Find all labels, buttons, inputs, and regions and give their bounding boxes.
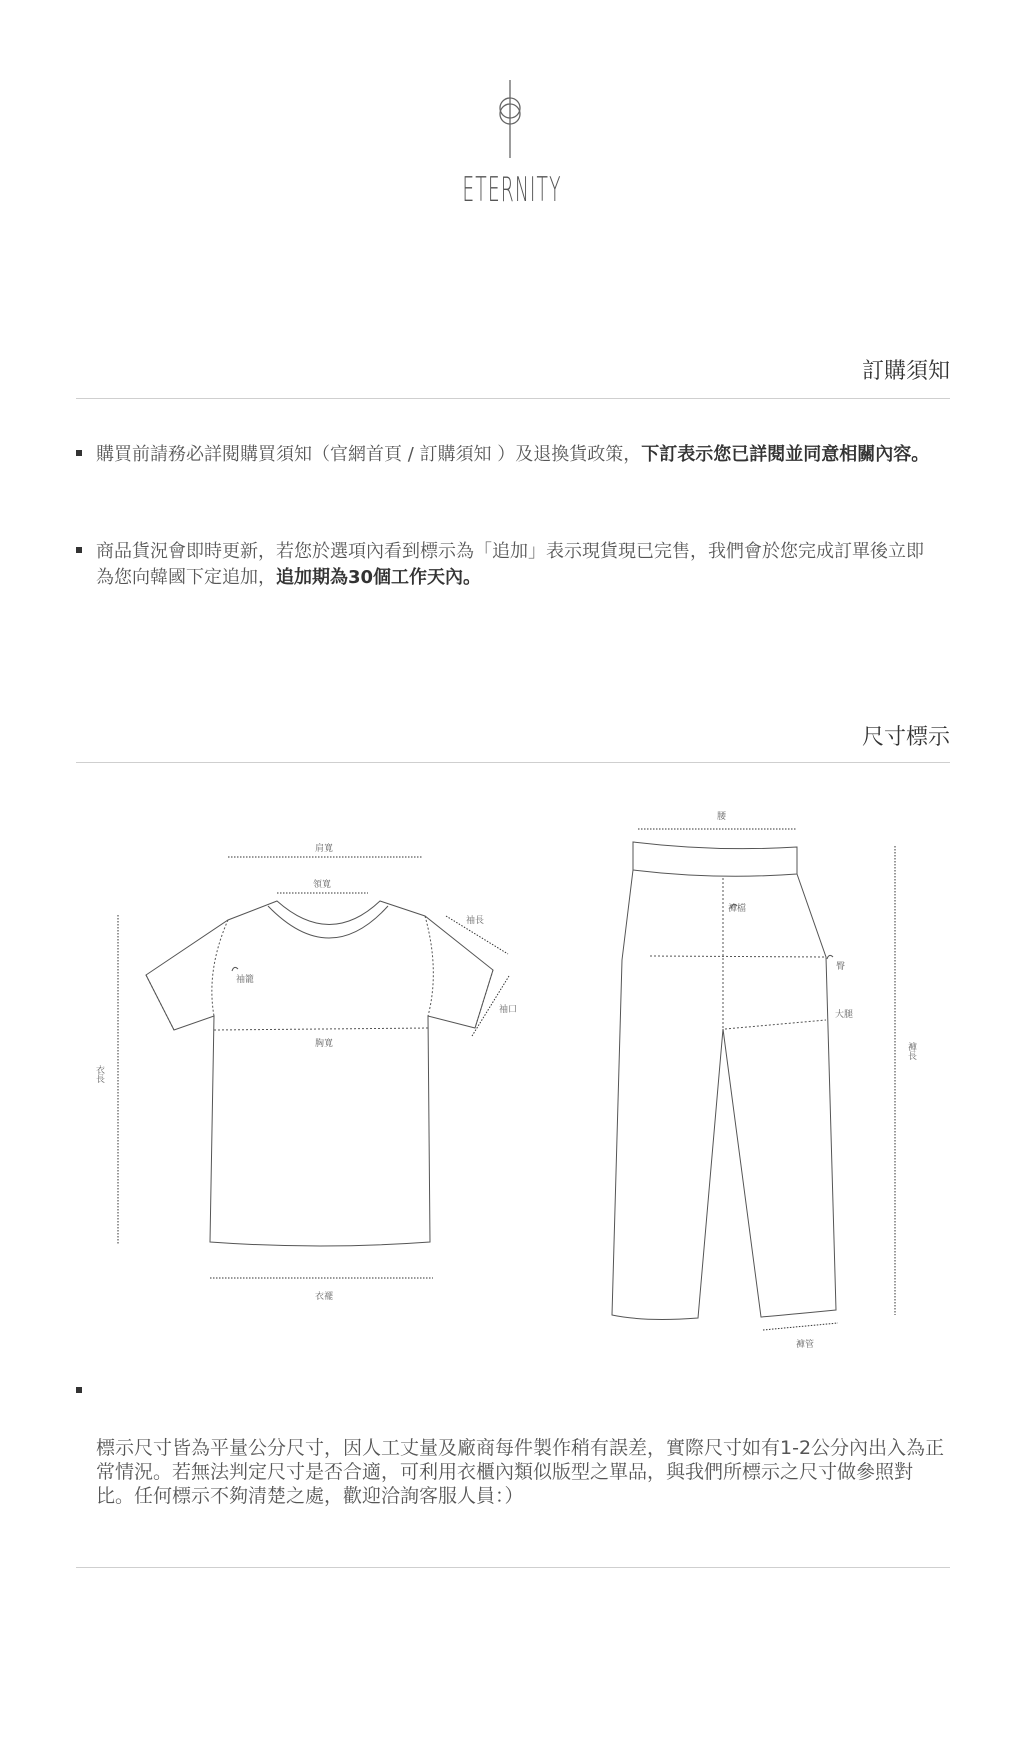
label-hip: 臀: [836, 962, 846, 972]
label-length: 衣長: [94, 1065, 104, 1083]
hip-arrow-icon: [827, 955, 833, 959]
order-notice-divider: [76, 398, 950, 399]
label-shoulder: 肩寬: [315, 844, 334, 854]
footer-divider: [76, 1567, 950, 1568]
label-pants-length: 褲長: [906, 1042, 916, 1060]
label-thigh: 大腿: [835, 1010, 854, 1020]
notice-item-1: [96, 442, 936, 468]
pants-diagram: [612, 842, 836, 1319]
bullet-icon: [76, 450, 82, 456]
tshirt-diagram: [146, 901, 493, 1246]
tshirt-measure-lines: [118, 857, 509, 1278]
size-note: 標示尺寸皆為平量公分尺寸，因人工丈量及廠商每件製作稍有誤差，實際尺寸如有1-2公分內出入為正常情況。若無法判定尺寸是否合適，可利用衣櫃內類似版型之單品，與我們所標示之尺寸做參照對比。任何標示不夠清楚之處，歡迎洽詢客服人員：）: [96, 1437, 945, 1507]
notice-bold-text: 追加期為30個工作天內。: [276, 567, 482, 588]
brand-name: ETERNITY: [462, 170, 562, 210]
label-cuff: 袖口: [499, 1005, 518, 1015]
label-sleeve-length: 袖長: [466, 916, 485, 926]
notice-text: 購買前請務必詳閱購買須知（官網首頁 / 訂購須知 ）及退換貨政策，: [96, 444, 642, 465]
notice-bold-text: 下訂表示您已詳閱並同意相關內容。: [641, 444, 930, 465]
armhole-arrow-icon: [232, 967, 238, 971]
bullet-icon: [76, 1387, 82, 1393]
label-rise: 褲檔: [728, 904, 747, 914]
label-armhole: 袖籠: [236, 975, 255, 985]
label-leg-opening: 褲管: [796, 1340, 815, 1350]
size-diagram: [0, 780, 1024, 1360]
label-chest: 胸寬: [315, 1039, 334, 1049]
label-waist: 腰: [717, 812, 727, 822]
bullet-icon: [76, 547, 82, 553]
order-notice-title: 訂購須知: [861, 359, 950, 384]
pants-measure-lines: [638, 829, 895, 1330]
size-chart-divider: [76, 762, 950, 763]
notice-item-2: [96, 539, 936, 591]
size-chart-title: 尺寸標示: [861, 725, 950, 750]
label-neck: 領寬: [313, 880, 332, 890]
label-hem: 衣襬: [315, 1292, 334, 1302]
notice-text: 商品貨況會即時更新，若您於選項內看到標示為「追加」表示現貨現已完售，我們會於您完成訂單後立即為您向韓國下定追加，: [96, 541, 924, 588]
